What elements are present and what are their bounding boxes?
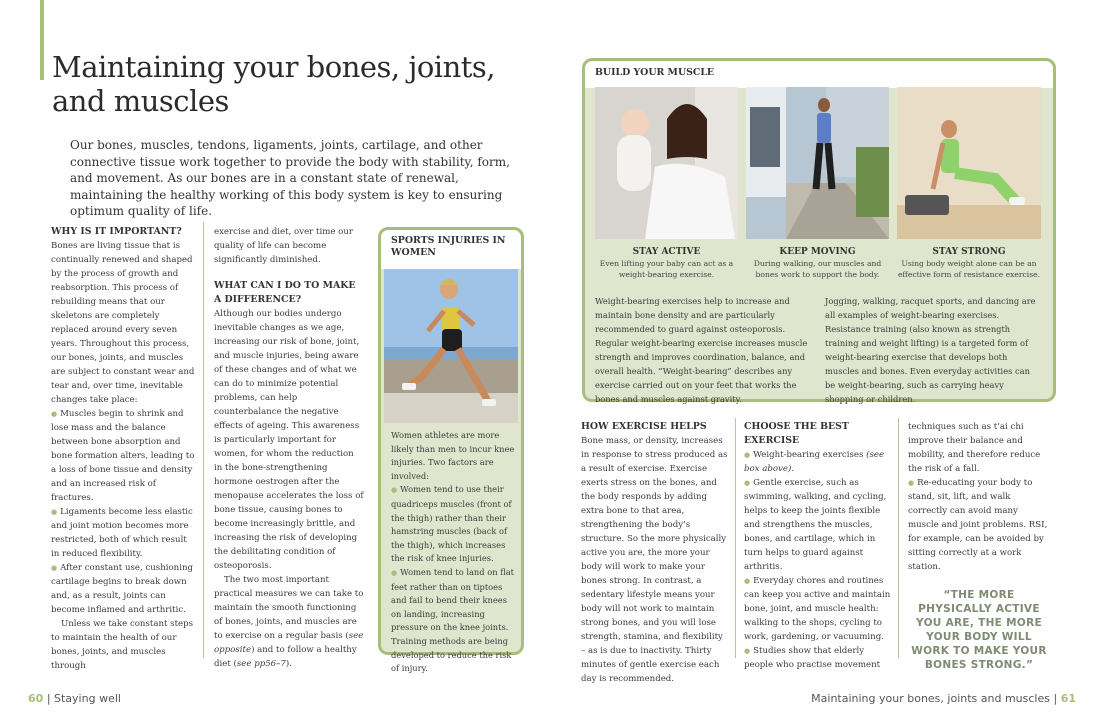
pull-quote: “THE MORE PHYSICALLY ACTIVE YOU ARE, THE MORE YOUR BODY WILL WORK TO MAKE YOUR BONES STRONG.” <box>911 589 1047 671</box>
caption-keep-moving-heading: KEEP MOVING <box>779 247 856 257</box>
left-section-name: Staying well <box>54 692 121 705</box>
why-bullet-2: ● Ligaments become less elastic and joint motion becomes more restricted, both of which result in reduced flexibility. <box>51 505 195 561</box>
choose-bullet-4: ● Studies show that elderly people who practise movement <box>744 644 894 672</box>
how-heading: HOW EXERCISE HELPS <box>581 421 707 432</box>
difference-heading: WHAT CAN I DO TO MAKE A DIFFERENCE? <box>214 280 356 305</box>
why-heading: WHY IS IT IMPORTANT? <box>51 226 182 237</box>
column-continued <box>908 420 1050 574</box>
column-choose-exercise <box>744 420 894 672</box>
choose-heading: CHOOSE THE BEST EXERCISE <box>744 421 849 446</box>
caption-stay-strong-text: Using body weight alone can be an effective form of resistance exercise. <box>897 259 1041 279</box>
sports-injuries-box <box>378 227 524 674</box>
sports-box-body <box>381 423 521 676</box>
why-bullet-3: ● After constant use, cushioning cartilage begins to break down and, as a result, joints can become inflamed and arthritic. <box>51 561 195 617</box>
why-closing: Unless we take constant steps to maintain the health of our bones, joints, and muscles through <box>51 619 194 671</box>
right-page-number: 61 <box>1060 692 1076 705</box>
photo-walking-woman <box>746 87 889 239</box>
build-box-heading: BUILD YOUR MUSCLE <box>595 67 715 78</box>
walking-woman-image <box>746 87 889 239</box>
caption-stay-active-heading: STAY ACTIVE <box>632 247 701 257</box>
choose-bullet-2: ● Gentle exercise, such as swimming, walking, and cycling, helps to keep the joints flexible and strengthens the muscles, bones, and cartilage, which in turn helps to guard against arthritis. <box>744 476 894 574</box>
difference-p1: Although our bodies undergo inevitable changes as we age, increasing our risk of bone, joint, and muscle injuries, being aware of these changes and of what we can do to minimize potential problems, can help counterbalance the negative effects of ageing. This awareness is particularly important for women, for whom the reduction in the bone-strengthening hormone oestrogen after the menopause accelerates the loss of bone tissue, causing bones to become increasingly brittle, and increasing the risk of developing the debilitating condition of osteoporosis. <box>214 309 364 571</box>
caption-stay-active <box>595 246 738 280</box>
column-difference <box>214 225 364 671</box>
mother-baby-image <box>595 87 738 239</box>
photo-mother-baby <box>595 87 738 239</box>
caption-keep-moving <box>746 246 889 280</box>
cont-bullet: ● Re-educating your body to stand, sit, lift, and walk correctly can avoid many muscle and joint problems. RSI, for example, can be avoided by sitting correctly at a work station. <box>908 476 1050 574</box>
choose-bullet-3: ● Everyday chores and routines can keep you active and maintain bone, joint, and muscle health: walking to the shops, cycling to work, gardening, or vacuuming. <box>744 574 894 644</box>
sports-box-heading: SPORTS INJURIES IN WOMEN <box>391 235 506 258</box>
build-box-text-right: Jogging, walking, racquet sports, and dancing are all examples of weight-bearing exercises. Resistance training (also known as strength training and weight lifting) is a targeted form of weight-bearing exercise that develops both muscles and bones. Even everyday activities can be weight-bearing, such as carrying heavy shopping or children. <box>825 296 1036 404</box>
right-footer: Maintaining your bones, joints and muscles | 61 <box>811 692 1076 705</box>
cont-lead: techniques such as t’ai chi improve their balance and mobility, and therefore reduce the risk of a fall. <box>908 422 1041 474</box>
photo-dips-woman <box>897 87 1041 239</box>
sports-box-intro: Women athletes are more likely than men to incur knee injuries. Two factors are involved: <box>391 430 515 481</box>
caption-stay-strong-heading: STAY STRONG <box>932 247 1006 257</box>
build-box-text-left: Weight-bearing exercises help to increase and maintain bone density and are particularly recommended to guard against osteoporosis. Regular weight-bearing exercise increases muscle strength and improves coordination, balance, and overall health. “Weight-bearing” describes any exercise carried out on your feet that works the bones and muscles against gravity. <box>595 296 808 404</box>
how-body: Bone mass, or density, increases in response to stress produced as a result of exercise. Exercise exerts stress on the bones, and the body responds by adding extra bone to that area, strengthening the body’s structure. So the more physically active you are, the more your body will work to make your bones strong. In contrast, a sedentary lifestyle means your body will not work to maintain strong bones, and you will lose strength, stamina, and flexibility – as is due to inactivity. Thirty minutes of gentle exercise each day is recommended. <box>581 436 728 684</box>
why-bullet-1: ● Muscles begin to shrink and lose mass and the balance between bone absorption and bone formation alters, leading to a loss of bone tissue and density and an increased risk of fractures. <box>51 407 195 505</box>
choose-bullet-1: ● Weight-bearing exercises (see box above). <box>744 448 894 476</box>
build-box-header <box>585 61 1053 88</box>
difference-p2: The two most important practical measures we can take to maintain the smooth functioning of bones, joints, and muscles are to exercise on a regular basis (see opposite) and to follow a healthy diet (see pp56–7). <box>214 575 364 669</box>
dips-woman-image <box>897 87 1041 239</box>
sports-box-bullet-1: ● Women tend to use their quadriceps muscles (front of the thigh) rather than their hamstring muscles (back of the thigh), which increases the risk of knee injuries. <box>391 483 515 566</box>
caption-keep-moving-text: During walking, our muscles and bones work to support the body. <box>753 259 882 279</box>
right-section-name: Maintaining your bones, joints and muscles <box>811 692 1050 705</box>
column-why <box>51 225 195 673</box>
intro-paragraph: Our bones, muscles, tendons, ligaments, joints, cartilage, and other connective tissue work together to provide the body with stability, form, and movement. As our bones are in a constant state of renewal, maintaining the healthy working of this body system is key to ensuring optimum quality of life. <box>70 138 510 218</box>
sports-box-header <box>381 230 521 269</box>
column-divider-right-1 <box>735 418 736 658</box>
left-page-number: 60 <box>28 692 44 705</box>
page-title: Maintaining your bones, joints, and muscles <box>52 50 496 118</box>
difference-lead: exercise and diet, over time our quality of life can become significantly diminished. <box>214 227 353 265</box>
caption-stay-active-text: Even lifting your baby can act as a weight-bearing exercise. <box>599 259 734 279</box>
runner-photo <box>384 269 518 423</box>
left-footer: 60 | Staying well <box>28 692 121 705</box>
accent-bar <box>40 0 44 80</box>
why-body: Bones are living tissue that is continually renewed and shaped by the process of growth and reabsorption. This process of rebuilding means that our skeletons are completely replaced around every seven years. Throughout this process, our bones, joints, and muscles are subject to constant wear and tear and, over time, inevitable changes take place: <box>51 241 195 405</box>
column-how-exercise <box>581 420 729 686</box>
runner-image <box>384 269 518 423</box>
column-divider <box>203 222 204 658</box>
build-muscle-box <box>582 58 1056 402</box>
caption-stay-strong <box>897 246 1041 280</box>
sports-box-bullet-2: ● Women tend to land on flat feet rather than on tiptoes and fail to bend their knees on landing, increasing pressure on the knee joints. Training methods are being developed to reduce the risk of injury. <box>391 566 515 676</box>
column-divider-right-2 <box>898 418 899 658</box>
